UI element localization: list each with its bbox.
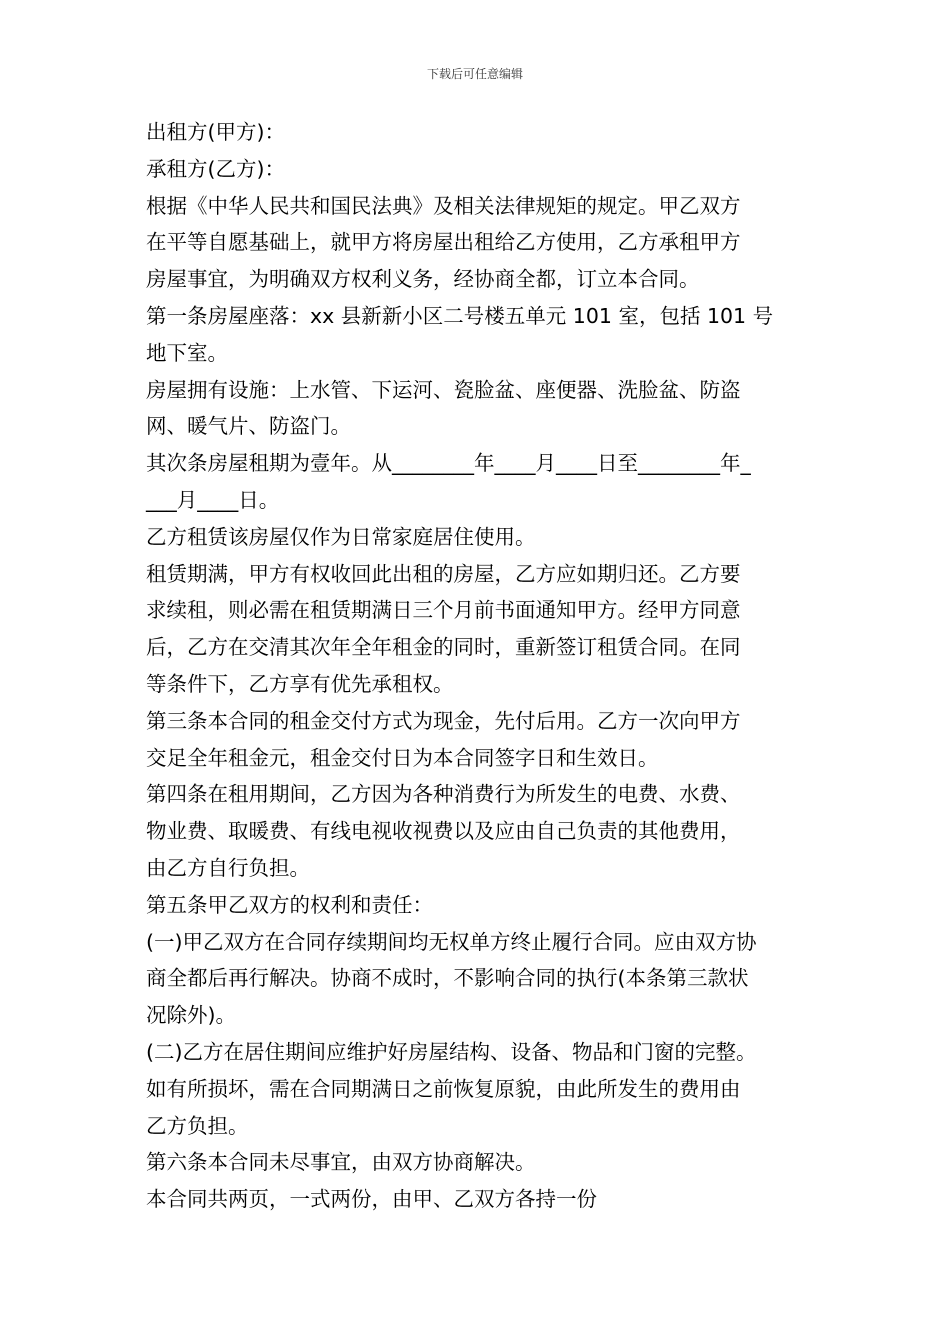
preamble-line: 根据《中华人民共和国民法典》及相关法律规矩的规定。甲乙双方 [146,193,741,218]
clause-1-line: 商全都后再行解决。协商不成时，不影响合同的执行(本条第三款状 [146,966,749,991]
facilities-line: 房屋拥有设施：上水管、下运河、瓷脸盆、座便器、洗脸盆、防盗 [146,377,741,402]
article-2-line: ___月____日。 [146,487,280,512]
facilities-line: 网、暖气片、防盗门。 [146,414,351,439]
article-4-line: 由乙方自行负担。 [146,855,310,880]
renewal-line: 租赁期满，甲方有权收回此出租的房屋，乙方应如期归还。乙方要 [146,561,741,586]
usage-line: 乙方租赁该房屋仅作为日常家庭居住使用。 [146,524,536,549]
preamble-line: 房屋事宜，为明确双方权利义务，经协商全都，订立本合同。 [146,267,700,292]
article-1-line: 第一条房屋座落：xx 县新新小区二号楼五单元 101 室，包括 101 号 [146,303,774,328]
clause-2-line: 乙方负担。 [146,1113,249,1138]
clause-1-line: (一)甲乙双方在合同存续期间均无权单方终止履行合同。应由双方协 [146,929,757,954]
article-3-line: 交足全年租金元，租金交付日为本合同签字日和生效日。 [146,745,659,770]
party-b-line: 承租方(乙方)： [146,156,285,181]
clause-1-line: 况除外)。 [146,1003,236,1028]
renewal-line: 等条件下，乙方享有优先承租权。 [146,671,454,696]
article-5-line: 第五条甲乙双方的权利和责任： [146,892,433,917]
page-header: 下载后可任意编辑 [426,67,523,81]
party-a-line: 出租方(甲方)： [146,120,285,144]
closing-line: 本合同共两页，一式两份，由甲、乙双方各持一份 [146,1187,597,1212]
article-2-line: 其次条房屋租期为壹年。从________年____月____日至________年_ [146,451,751,476]
clause-2-line: (二)乙方在居住期间应维护好房屋结构、设备、物品和门窗的完整。 [146,1039,757,1064]
article-6-line: 第六条本合同未尽事宜，由双方协商解决。 [146,1150,536,1175]
article-3-line: 第三条本合同的租金交付方式为现金，先付后用。乙方一次向甲方 [146,708,741,733]
clause-2-line: 如有所损坏，需在合同期满日之前恢复原貌，由此所发生的费用由 [146,1076,741,1101]
article-1-line: 地下室。 [146,340,228,365]
article-4-line: 第四条在租用期间，乙方因为各种消费行为所发生的电费、水费、 [146,782,741,807]
preamble-line: 在平等自愿基础上，就甲方将房屋出租给乙方使用，乙方承租甲方 [146,230,741,255]
article-4-line: 物业费、取暖费、有线电视收视费以及应由自己负责的其他费用， [146,819,741,844]
renewal-line: 后，乙方在交清其次年全年租金的同时，重新签订租赁合同。在同 [146,635,741,660]
contract-body [146,114,808,1218]
renewal-line: 求续租，则必需在租赁期满日三个月前书面通知甲方。经甲方同意 [146,598,741,623]
